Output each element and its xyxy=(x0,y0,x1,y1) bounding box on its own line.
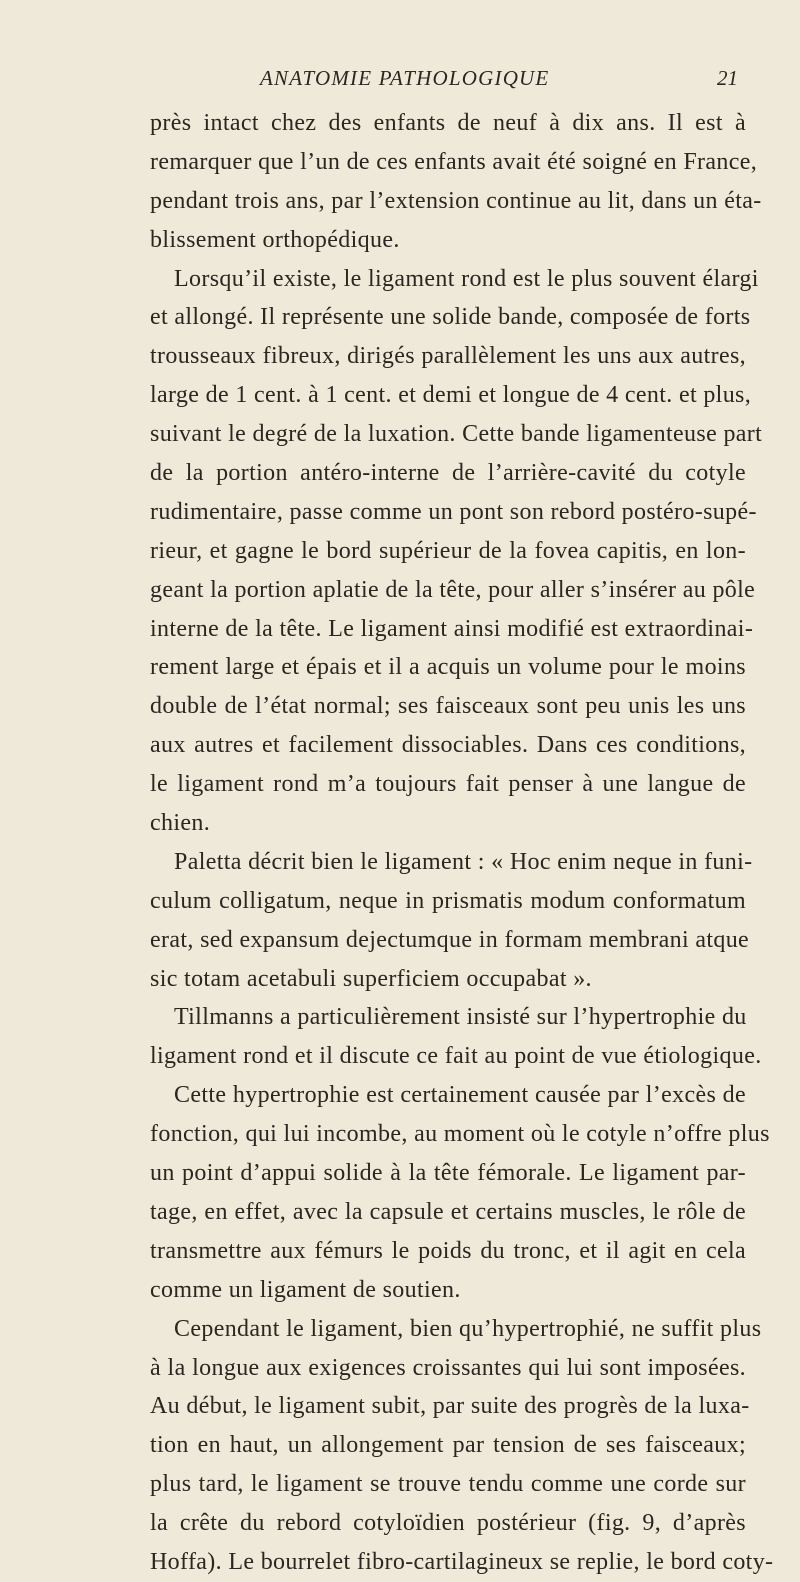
text-line: Lorsqu’il existe, le ligament rond est le plus souvent élargi xyxy=(174,265,759,292)
text-line: pendant trois ans, par l’extension continue au lit, dans un éta- xyxy=(150,187,762,214)
paragraph xyxy=(150,1076,770,1309)
text-line: suivant le degré de la luxation. Cette bande ligamenteuse part xyxy=(150,421,763,448)
paragraph xyxy=(150,260,763,843)
page-number: 21 xyxy=(717,66,738,90)
text-line: aux autres et facilement dissociables. Dans ces conditions, xyxy=(150,732,746,759)
text-line: tion en haut, un allongement par tension de ses faisceaux; xyxy=(150,1432,746,1459)
text-line: Hoffa). Le bourrelet fibro-cartilagineux se replie, le bord coty- xyxy=(150,1548,774,1575)
text-line: rement large et épais et il a acquis un volume pour le moins xyxy=(150,654,746,681)
text-line: interne de la tête. Le ligament ainsi modifié est extraordinai- xyxy=(150,615,754,642)
text-line: comme un ligament de soutien. xyxy=(150,1276,461,1303)
paragraph xyxy=(150,104,762,260)
paragraph xyxy=(150,1310,774,1582)
text-line: sic totam acetabuli superficiem occupabat ». xyxy=(150,965,592,992)
text-line: large de 1 cent. à 1 cent. et demi et longue de 4 cent. et plus, xyxy=(150,382,752,409)
text-line: culum colligatum, neque in prismatis modum conformatum xyxy=(150,887,746,914)
text-line: de la portion antéro-interne de l’arrière-cavité du cotyle xyxy=(150,460,746,487)
text-line: geant la portion aplatie de la tête, pour aller s’insérer au pôle xyxy=(150,576,756,603)
text-line: transmettre aux fémurs le poids du tronc, et il agit en cela xyxy=(150,1237,746,1264)
running-title: ANATOMIE PATHOLOGIQUE xyxy=(260,66,550,90)
running-header xyxy=(150,66,742,98)
text-line: Paletta décrit bien le ligament : « Hoc enim neque in funi- xyxy=(174,848,753,875)
text-line: et allongé. Il représente une solide bande, composée de forts xyxy=(150,304,751,331)
text-line: près intact chez des enfants de neuf à dix ans. Il est à xyxy=(150,110,746,136)
text-line: fonction, qui lui incombe, au moment où le cotyle n’offre plus xyxy=(150,1121,770,1148)
text-line: blissement orthopédique. xyxy=(150,226,400,253)
text-line: erat, sed expansum dejectumque in formam membrani atque xyxy=(150,926,750,953)
paragraph xyxy=(150,843,753,999)
text-line: à la longue aux exigences croissantes qui lui sont imposées. xyxy=(150,1354,746,1381)
text-line: remarquer que l’un de ces enfants avait été soigné en France, xyxy=(150,148,758,175)
text-line: double de l’état normal; ses faisceaux sont peu unis les uns xyxy=(150,693,746,720)
text-line: ligament rond et il discute ce fait au point de vue étiologique. xyxy=(150,1043,762,1070)
body-text xyxy=(150,104,774,1582)
text-line: trousseaux fibreux, dirigés parallèlement les uns aux autres, xyxy=(150,343,746,370)
text-line: un point d’appui solide à la tête fémorale. Le ligament par- xyxy=(150,1160,746,1187)
text-line: Cette hypertrophie est certainement causée par l’excès de xyxy=(174,1082,746,1109)
text-line: plus tard, le ligament se trouve tendu comme une corde sur xyxy=(150,1471,746,1498)
text-line: chien. xyxy=(150,810,211,837)
text-line: tage, en effet, avec la capsule et certains muscles, le rôle de xyxy=(150,1198,746,1225)
text-line: rudimentaire, passe comme un pont son rebord postéro-supé- xyxy=(150,498,757,525)
paragraph xyxy=(150,998,762,1076)
text-line: Tillmanns a particulièrement insisté sur l’hypertrophie du xyxy=(174,1004,747,1031)
text-line: la crête du rebord cotyloïdien postérieur (fig. 9, d’après xyxy=(150,1510,746,1537)
text-line: rieur, et gagne le bord supérieur de la fovea capitis, en lon- xyxy=(150,537,746,564)
text-line: Au début, le ligament subit, par suite des progrès de la luxa- xyxy=(150,1393,750,1420)
text-line: le ligament rond m’a toujours fait penser à une langue de xyxy=(150,771,746,798)
text-line: Cependant le ligament, bien qu’hypertrophié, ne suffit plus xyxy=(174,1315,762,1342)
